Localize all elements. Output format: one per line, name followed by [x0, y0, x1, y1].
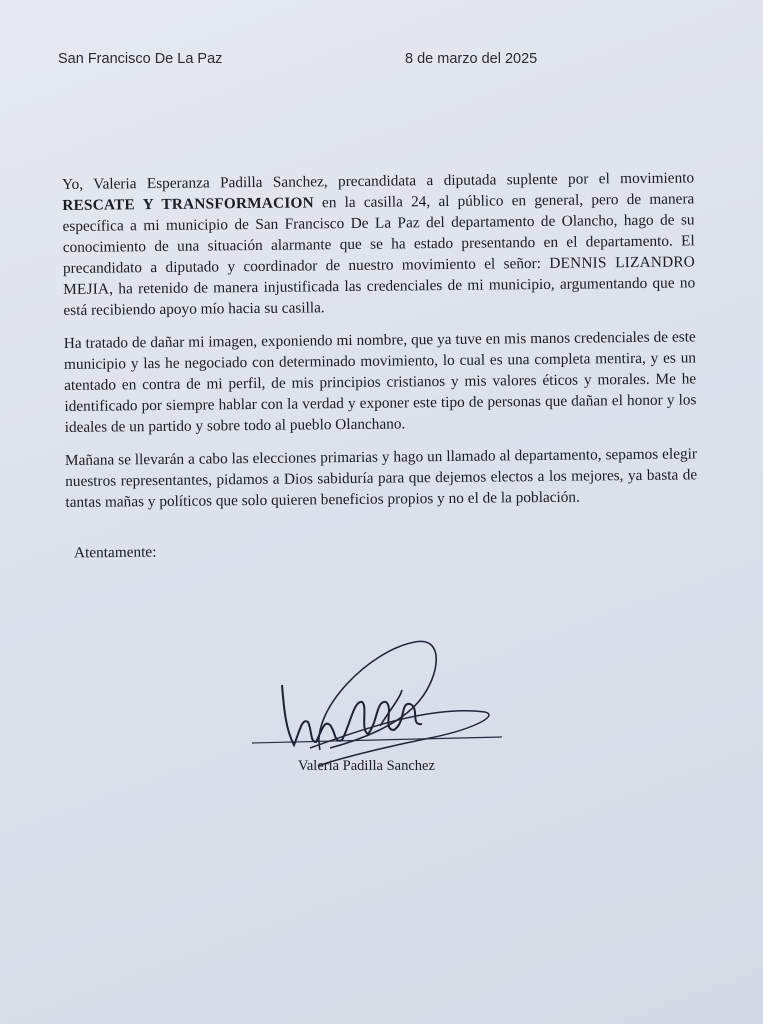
- person-name: DENNIS LIZANDRO MEJIA: [63, 253, 696, 298]
- paragraph-2: Ha tratado de dañar mi imagen, exponiendo mi nombre, que ya tuve en mis manos credenciales de este municipio y las he negociado con determinado movimiento, lo cual es una completa mentira, y es un atentado en contra de mi perfil, de mis principios cristianos y mis valores éticos y morales. Me he identificado por siempre hablar con la verdad y exponer este tipo de personas que dañan el honor y los ideales de un partido y sobre todo al pueblo Olanchano.: [63, 328, 697, 436]
- paragraph-1: [62, 167, 696, 321]
- paragraph-3: Mañana se llevarán a cabo las elecciones primarias y hago un llamado al departamento, sepamos elegir nuestros representantes, pidamos a Dios sabiduría para que dejemos electos a los mejores, ya basta de tantas mañas y políticos que solo quieren beneficios propios y no el de la población.: [64, 445, 698, 511]
- movement-name: RESCATE Y TRANSFORMACION: [62, 194, 314, 214]
- p1-text-c: , ha retenido de manera injustificada las credenciales de mi municipio, argumentando que no está recibiendo apoyo mío hacia su casilla.: [63, 274, 696, 319]
- letter-closing: Atentamente:: [73, 543, 157, 562]
- p1-text-b: en la casilla 24, al público en general, pero de manera específica a mi municipio de San Francisco De La Paz del departamento de Olancho, hago de su conocimiento de una situación alarmante que se ha estado presentando en el departamento. El precandidato a diputado y coordinador de nuestro movimiento el señor:: [62, 190, 695, 277]
- signer-name: Valeria Padilla Sanchez: [298, 758, 435, 774]
- letter-place: San Francisco De La Paz: [58, 51, 223, 67]
- letter-date: 8 de marzo del 2025: [405, 51, 538, 67]
- letter-body: [62, 167, 698, 525]
- p1-text-a: Yo, Valeria Esperanza Padilla Sanchez, precandidata a diputada suplente por el movimiento: [62, 169, 695, 193]
